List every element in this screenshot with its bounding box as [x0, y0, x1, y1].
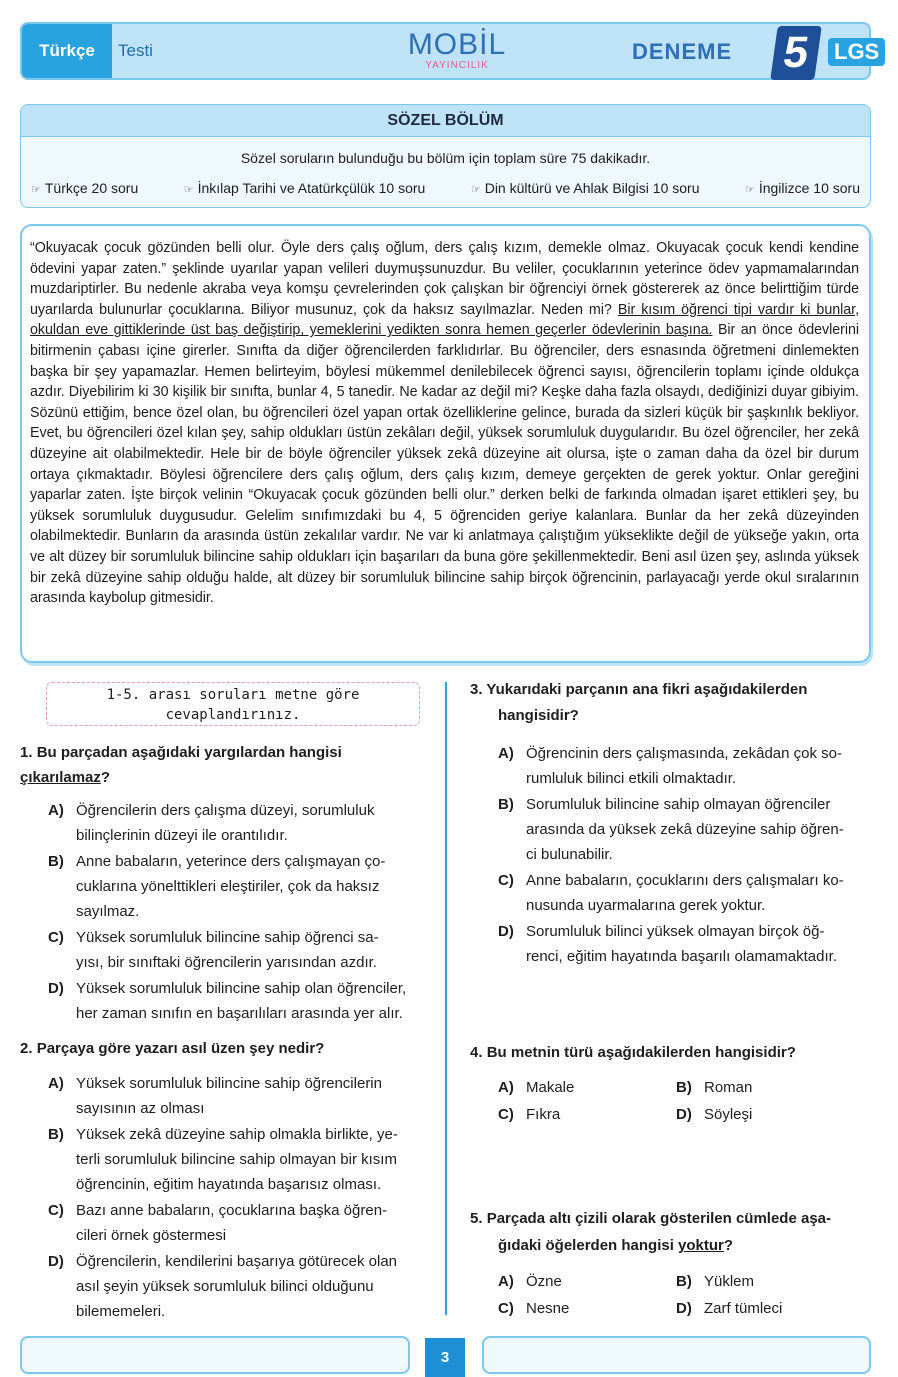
option-a[interactable]: A) Yüksek sorumluluk bilincine sahip öğrencilerin sayısının az olması [48, 1075, 382, 1117]
section-title: SÖZEL BÖLÜM [21, 105, 870, 137]
question-3 [470, 677, 875, 970]
question-stem: 1. Bu parçadan aşağıdaki yargılardan hangisi çıkarılamaz? [20, 744, 342, 786]
option-b[interactable]: B) Yüklem [676, 1273, 755, 1290]
reading-passage [20, 224, 871, 663]
footer-left-bar [20, 1336, 410, 1374]
question-stem: 3. Yukarıdaki parçanın ana fikri aşağıdakilerden hangisidir? [470, 681, 808, 724]
subject-item: ☞ Türkçe 20 soru [31, 180, 139, 196]
subject-tag: Türkçe [22, 24, 112, 78]
option-c[interactable]: C) Fıkra [498, 1106, 561, 1123]
option-b[interactable]: B) Roman [676, 1079, 753, 1096]
option-d[interactable]: D) Söyleşi [676, 1106, 753, 1123]
publisher-name: MOBİL [407, 28, 507, 61]
option-c[interactable]: C) Nesne [498, 1300, 570, 1317]
option-a[interactable]: A) Öğrencilerin ders çalışma düzeyi, sorumluluk bilinçlerinin düzeyi ile orantılıdır. [48, 802, 375, 844]
option-c[interactable]: C) Yüksek sorumluluk bilincine sahip öğrenci sa- yısı, bir sınıftaki öğrencilerin yarısından azdır. [48, 929, 379, 971]
question-stem: 4. Bu metnin türü aşağıdakilerden hangisidir? [470, 1044, 796, 1061]
question-5 [470, 1205, 875, 1321]
pointing-hand-icon: ☞ [744, 184, 755, 196]
column-divider [445, 682, 447, 1315]
option-d[interactable]: D) Sorumluluk bilinci yüksek olmayan birçok öğ- renci, eğitim hayatında başarılı olamamaktadır. [498, 923, 837, 965]
publisher-logo [382, 30, 532, 72]
option-d[interactable]: D) Yüksek sorumluluk bilincine sahip olan öğrenciler, her zaman sınıfın en başarılıları arasında yer alır. [48, 980, 407, 1022]
section-duration: Sözel soruların bulunduğu bu bölüm için toplam süre 75 dakikadır. [240, 150, 651, 166]
subject-item: ☞ İngilizce 10 soru [744, 180, 860, 196]
option-b[interactable]: B) Yüksek zekâ düzeyine sahip olmakla birlikte, ye- terli sorumluluk bilincine sahip olmayan bir kısım öğrencinin, eğitim hayatında başarısız olması. [48, 1126, 398, 1193]
option-c[interactable]: C) Bazı anne babaların, çocuklarına başka öğren- cileri örnek göstermesi [48, 1202, 388, 1244]
option-c[interactable]: C) Anne babaların, çocuklarını ders çalışmaları ko- nusunda uyarmalarına gerek yoktur. [498, 872, 844, 914]
test-header [20, 22, 880, 80]
publisher-subtitle: YAYINCILIK [425, 60, 489, 71]
option-d[interactable]: D) Zarf tümleci [676, 1300, 783, 1317]
exam-number: 5 [770, 26, 822, 80]
exam-label: DENEME [632, 39, 733, 64]
section-subject-list [21, 180, 870, 196]
question-4 [470, 1040, 875, 1127]
option-a[interactable]: A) Özne [498, 1273, 562, 1290]
section-info-box [20, 104, 871, 208]
option-a[interactable]: A) Makale [498, 1079, 575, 1096]
question-2 [20, 1036, 422, 1325]
instruction-box: 1-5. arası soruları metne göre cevaplandırınız. [46, 682, 420, 726]
option-d[interactable]: D) Öğrencilerin, kendilerini başarıya götürecek olan asıl şeyin yüksek sorumluluk bilinci olduğunu bilememeleri. [48, 1253, 398, 1320]
footer-right-bar [482, 1336, 871, 1374]
pointing-hand-icon: ☞ [183, 184, 194, 196]
passage-text: “Okuyacak çocuk gözünden belli olur. Öyle ders çalış oğlum, ders çalış kızım, demekle olmaz. Okuyacak çocuk kendi kendine ödevini yapar zaten.” şeklinde uyarılar yapan velileri duymuşsunuzdur. Bu veliler, çocuklarının yeterince ödev yapmamalarından muzdariptirler. Bu nedenle akraba veya komşu çevrelerinden çok çalışkan bir öğrenciyi örnek göstererek az önce belirttiğim türde uyarılarda bulunurlar çocuklarına. Biliyor musunuz, çok da haksız sayılmazlar. Neden mi? Bir kısım öğrenci tipi vardır ki bunlar, okuldan eve gittiklerinde üst baş değiştirip, yemeklerini yedikten sonra hemen geçerler ödevlerinin başına. Bir an önce ödevlerini bitirmenin çabası içine girerler. Sınıfta da diğer öğrencilerden farklıdırlar. Bu öğrenciler, ders esnasında öğretmeni dinlemekten başka bir şey yapamazlar. Hemen belirteyim, böylesi mükemmel denilebilecek öğrenci sayısı, öğrencilerin toplamı içinde oldukça azdır. Diyebilirim ki 30 kişilik bir sınıfta, bunlar 4, 5 tanedir. Ne kadar az değil mi? Keşke daha fazla olsaydı, dediğinizi duyar gibiyim. Sözünü ettiğim, bence özel olan, bu öğrencileri özel yapan ortak özelliklerine gelince, burada da sizleri küçük bir şaşkınlık bekliyor. Evet, bu öğrencileri özel kılan şey, sahip oldukları üstün zekâları değil, yüksek sorumluluk duygularıdır. Bu özel öğrenciler, her zekâ düzeyine ait olabilmektedir. Hele bir de böyle öğrenciler yüksek zekâ düzeyine ait olursa, işte o zaman daha da özel bir durum ortaya çıkmaktadır. Böylesi öğrencilere ders çalış oğlum, ders çalış kızım, demeye gerçekten de gerek yoktur. Onlar gereğini yaparlar zaten. İşte birçok velinin “Okuyacak çocuk gözünden belli olur.” derken belki de farkında olmadan işaret ettikleri şey, bu yüksek sorumluluk duygusudur. Gelelim sınıfımızdaki bu 4, 5 öğrenciden geriye kalanlara. Bunlar da her zekâ düzeyinden olabilmektedir. Bunların da arasında üstün zekalılar vardır. Ne var ki anlatmaya çalıştığım yükseklikte değil de yükseğe yakın, orta ve alt düzey bir sorumluluk bilincine sahip oldukları için başarıları da buna göre şekillenmektedir. Beni asıl üzen şey, aslında yüksek bir zekâ düzeyine sahip olduğu halde, alt düzey bir sorumluluk bilincine sahip birçok öğrencinin, parlayacağı yerde okul sıralarının arasında kaybolup gitmesidir. [30, 240, 859, 607]
subject-suffix: Testi [118, 41, 153, 60]
option-a[interactable]: A) Öğrencinin ders çalışmasında, zekâdan çok so- rumluluk bilinci etkili olmaktadır. [498, 745, 842, 787]
underlined-sentence: Bir kısım öğrenci tipi vardır ki bunlar, okuldan eve gittiklerinde üst baş değiştirip, yemeklerini yedikten sonra hemen geçerler ödevlerinin başına. [30, 301, 859, 339]
subject-item: ☞ Din kültürü ve Ahlak Bilgisi 10 soru [470, 180, 700, 196]
question-1 [20, 740, 422, 1027]
pointing-hand-icon: ☞ [470, 184, 481, 196]
pointing-hand-icon: ☞ [31, 184, 41, 196]
exam-type: LGS [828, 38, 885, 66]
question-stem: 2. Parçaya göre yazarı asıl üzen şey nedir? [20, 1040, 325, 1057]
question-stem: 5. Parçada altı çizili olarak gösterilen cümlede aşa- ğıdaki öğelerden hangisi yoktur? [470, 1210, 832, 1254]
option-b[interactable]: B) Anne babaların, yeterince ders çalışmayan ço- cuklarına yönelttikleri eleştiriler, çok da haksız sayılmaz. [48, 853, 386, 920]
page-number: 3 [425, 1338, 465, 1377]
subject-item: ☞ İnkılap Tarihi ve Atatürkçülük 10 soru [183, 180, 426, 196]
option-b[interactable]: B) Sorumluluk bilincine sahip olmayan öğrenciler arasında da yüksek zekâ düzeyine sahip öğren- ci bulunabilir. [498, 796, 844, 863]
